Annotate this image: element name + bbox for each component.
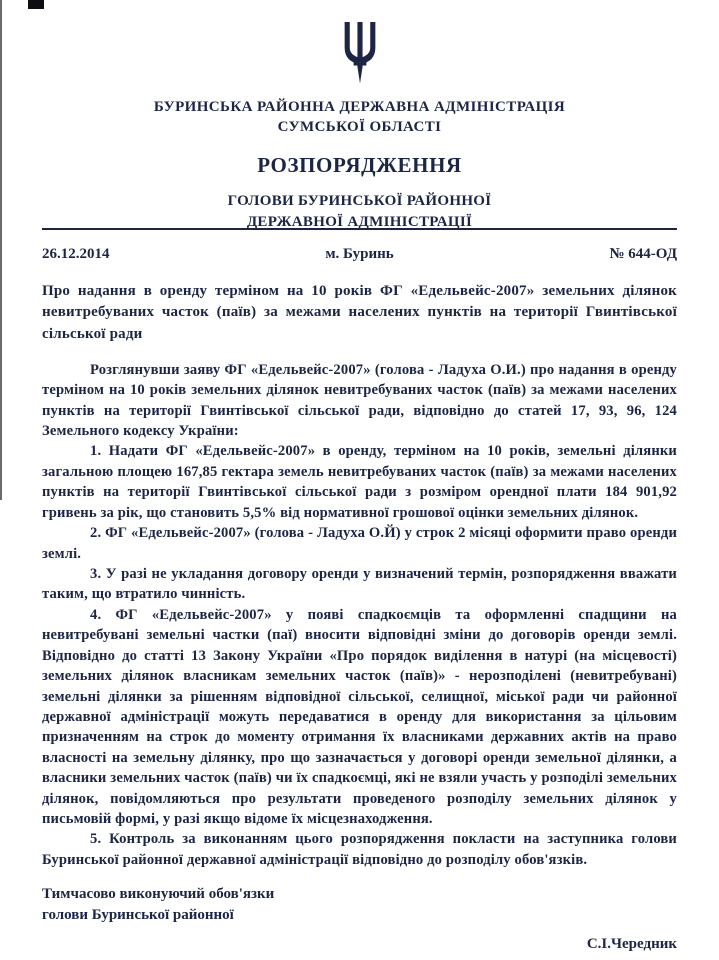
document-title: Про надання в оренду терміном на 10 років ФГ «Едельвейс-2007» земельних ділянок невитребуваних часток (паїв) за межами населених пунктів на території Гвинтівської сільської ради [42, 282, 677, 342]
paragraph-point-4: 4. ФГ «Едельвейс-2007» у появі спадкоємців та оформленні спадщини на невитребувані земельні частки (паї) вносити відповідні зміни до договорів оренди землі. Відповідно до статті 13 Закону України «Про порядок виділення в натурі (на місцевості) земельних ділянок власникам земельних часток (паїв)» - нерозподілені (невитребувані) земельні ділянки за рішенням відповідної сільської, селищної, міської ради чи районної державної адміністрації можуть передаватися в оренду для використання за цільовим призначенням на строк до моменту отримання їх власниками державних актів на право власності на земельну ділянку, про що зазначається у договорі оренди земельної ділянки, а власники земельних часток (паїв) чи їх спадкоємці, які не взяли участь у розподілі земельних ділянок, повідомляються про результати проведеного розподілу земельних ділянок у письмовій формі, у разі якщо відоме їх місцезнаходження. [42, 606, 677, 828]
scan-artifact-mark [28, 0, 44, 9]
document-body [42, 360, 677, 871]
document-subtitle-line2: ДЕРЖАВНОЇ АДМІНІСТРАЦІЇ [246, 213, 473, 230]
signoff-line2: голови Буринської районної [42, 907, 234, 924]
ukraine-trident-emblem-icon [42, 22, 677, 91]
paragraph-preamble: Розглянувши заяву ФГ «Едельвейс-2007» (голова - Ладуха О.И.) про надання в оренду терміном на 10 років земельних ділянок невитребуваних часток (паїв) за межами населених пунктів на території Гвинтівської сільської ради, відповідно до статей 17, 93, 96, 124 Земельного кодексу України: [42, 361, 677, 440]
signoff-line1: Тимчасово виконуючий обов'язки [42, 886, 275, 903]
org-name-line1: БУРИНСЬКА РАЙОННА ДЕРЖАВНА АДМІНІСТРАЦІЯ [153, 99, 566, 115]
document-place: м. Буринь [325, 245, 394, 262]
paragraph-point-2: 2. ФГ «Едельвейс-2007» (голова - Ладуха О.Й) у строк 2 місяці оформити право оренди землі. [42, 525, 677, 562]
paragraph-point-1: 1. Надати ФГ «Едельвейс-2007» в оренду, терміном на 10 років, земельні ділянки загальною площею 167,85 гектара земель невитребуваних часток (паїв) за межами населених пунктів на території Гвинтівської сільської ради з розміром орендної плати 184 901,92 гривень за рік, що становить 5,5% від нормативної грошової оцінки земельних ділянок. [42, 443, 677, 521]
paragraph-point-3: 3. У разі не укладання договору оренди у визначений термін, розпорядження вважати таким, що втратило чинність. [42, 565, 677, 603]
document-type-heading: РОЗПОРЯДЖЕННЯ [257, 152, 462, 177]
paragraph-point-5: 5. Контроль за виконанням цього розпорядження покласти на заступника голови Буринської районної державної адміністрації відповідно до розподілу обов'язків. [42, 831, 677, 868]
signatory-name: С.І.Чередник [586, 936, 677, 953]
document-meta-row [42, 246, 677, 263]
document-subtitle-line1: ГОЛОВИ БУРИНСЬКОЇ РАЙОННОЇ [227, 192, 492, 209]
document-date: 26.12.2014 [42, 245, 110, 262]
document-number: № 644-ОД [609, 245, 678, 262]
org-name-line2: СУМСЬКОЇ ОБЛАСТІ [277, 119, 442, 136]
scan-artifact-edge-line [0, 0, 2, 500]
